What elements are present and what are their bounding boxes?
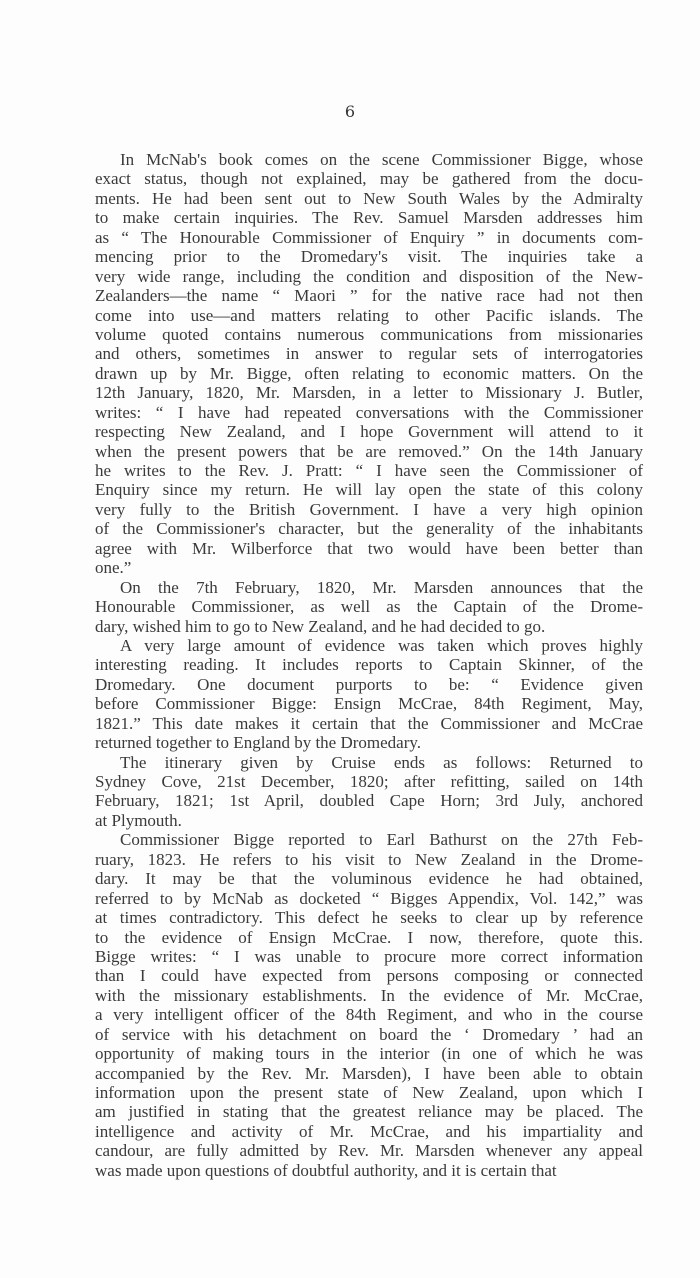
text-line: candour, are fully admitted by Rev. Mr. Marsden whenever any appeal	[95, 1141, 643, 1161]
text-line: information upon the present state of New Zealand, upon which I	[95, 1083, 643, 1102]
text-line: Zealanders—the name “ Maori ” for the native race had not then	[95, 286, 643, 306]
text-line: a very intelligent officer of the 84th Regiment, and who in the course	[95, 1005, 643, 1025]
text-line: Dromedary. One document purports to be: “ Evidence given	[95, 674, 643, 694]
text-line: 1821.” This date makes it certain that the Commissioner and McCrae	[95, 713, 643, 733]
text-line: intelligence and activity of Mr. McCrae, and his impartiality and	[95, 1121, 643, 1141]
text-line: 12th January, 1820, Mr. Marsden, in a letter to Missionary J. Butler,	[95, 383, 643, 403]
text-line: am justified in stating that the greatest reliance may be placed. The	[95, 1102, 643, 1122]
text-line: ments. He had been sent out to New South Wales by the Admiralty	[95, 188, 643, 208]
text-line: one.”	[95, 558, 132, 578]
text-line: Bigge writes: “ I was unable to procure more correct information	[95, 946, 643, 966]
text-line: very wide range, including the condition and disposition of the New-	[95, 266, 643, 286]
text-line: dary. It may be that the voluminous evidence he had obtained,	[95, 869, 643, 889]
text-line: referred to by McNab as docketed “ Bigges Appendix, Vol. 142,” was	[95, 888, 643, 908]
text-line: as “ The Honourable Commissioner of Enquiry ” in documents com-	[95, 227, 643, 247]
text-line: Sydney Cove, 21st December, 1820; after refitting, sailed on 14th	[95, 772, 643, 791]
text-line: A very large amount of evidence was taken which proves highly	[120, 635, 643, 655]
text-line: In McNab's book comes on the scene Commissioner Bigge, whose	[120, 150, 643, 169]
text-line: agree with Mr. Wilberforce that two would have been better than	[95, 538, 643, 558]
text-line: come into use—and matters relating to other Pacific islands. The	[95, 305, 643, 325]
text-line: respecting New Zealand, and I hope Government will attend to it	[95, 422, 643, 442]
text-line: ruary, 1823. He refers to his visit to New Zealand in the Drome-	[95, 849, 643, 869]
text-line: to the evidence of Ensign McCrae. I now, therefore, quote this.	[95, 927, 643, 947]
paragraph	[95, 830, 643, 1180]
paragraph	[95, 150, 643, 578]
text-line: at times contradictory. This defect he seeks to clear up by reference	[95, 908, 643, 928]
text-line: of the Commissioner's character, but the generality of the inhabitants	[95, 519, 643, 539]
text-line: The itinerary given by Cruise ends as follows: Returned to	[120, 752, 643, 772]
text-line: writes: “ I have had repeated conversations with the Commissioner	[95, 402, 643, 422]
text-line: accompanied by the Rev. Mr. Marsden), I have been able to obtain	[95, 1063, 643, 1083]
text-line: Commissioner Bigge reported to Earl Bathurst on the 27th Feb-	[120, 830, 643, 850]
text-line: very fully to the British Government. I have a very high opinion	[95, 499, 643, 519]
body-text	[95, 150, 643, 1180]
text-line: dary, wished him to go to New Zealand, and he had decided to go.	[95, 616, 546, 636]
text-line: he writes to the Rev. J. Pratt: “ I have seen the Commissioner of	[95, 461, 643, 480]
text-line: opportunity of making tours in the interior (in one of which he was	[95, 1044, 643, 1064]
text-line: was made upon questions of doubtful authority, and it is certain that	[95, 1160, 557, 1180]
text-line: and others, sometimes in answer to regular sets of interrogatories	[95, 344, 643, 364]
text-line: interesting reading. It includes reports to Captain Skinner, of the	[95, 655, 643, 675]
text-line: drawn up by Mr. Bigge, often relating to economic matters. On the	[95, 363, 643, 383]
text-line: Enquiry since my return. He will lay open the state of this colony	[95, 480, 643, 500]
text-line: than I could have expected from persons composing or connected	[95, 966, 643, 986]
text-line: when the present powers that be are removed.” On the 14th January	[95, 441, 643, 461]
text-line: volume quoted contains numerous communications from missionaries	[95, 324, 643, 344]
text-line: February, 1821; 1st April, doubled Cape Horn; 3rd July, anchored	[95, 791, 643, 811]
page-number: 6	[344, 102, 356, 121]
paragraph	[95, 578, 643, 636]
text-line: with the missionary establishments. In the evidence of Mr. McCrae,	[95, 985, 643, 1005]
text-line: of service with his detachment on board the ‘ Dromedary ’ had an	[95, 1024, 643, 1044]
text-line: returned together to England by the Dromedary.	[95, 733, 422, 753]
text-line: before Commissioner Bigge: Ensign McCrae, 84th Regiment, May,	[95, 694, 643, 714]
text-line: at Plymouth.	[95, 810, 182, 830]
paragraph	[95, 636, 643, 753]
text-line: to make certain inquiries. The Rev. Samuel Marsden addresses him	[95, 208, 643, 228]
text-line: On the 7th February, 1820, Mr. Marsden announces that the	[120, 577, 643, 597]
text-line: mencing prior to the Dromedary's visit. The inquiries take a	[95, 247, 643, 267]
paragraph	[95, 753, 643, 831]
text-line: Honourable Commissioner, as well as the Captain of the Drome-	[95, 597, 643, 617]
text-line: exact status, though not explained, may be gathered from the docu-	[95, 169, 643, 189]
